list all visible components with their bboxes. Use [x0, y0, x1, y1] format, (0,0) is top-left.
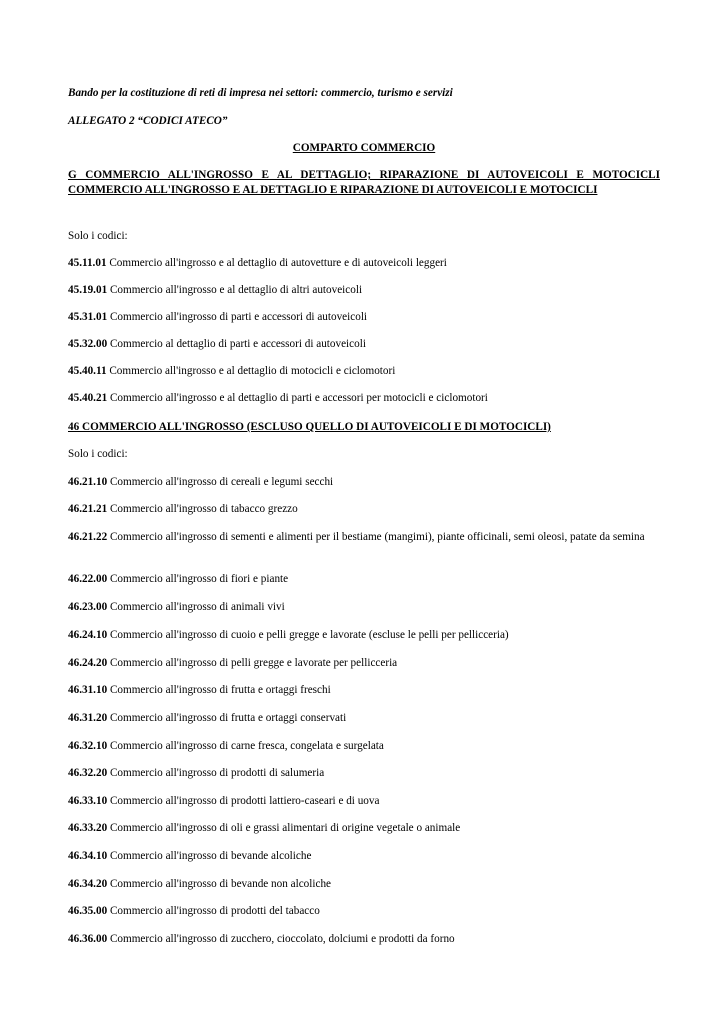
code-row: [68, 600, 660, 615]
code-description: Commercio all'ingrosso e al dettaglio di autovetture e di autoveicoli leggeri: [109, 257, 447, 269]
code-number: 46.23.00: [68, 601, 108, 613]
code-description: Commercio all'ingrosso di fiori e piante: [109, 573, 289, 585]
code-number: 45.31.01: [68, 311, 108, 323]
code-number: 46.36.00: [68, 933, 108, 945]
code-row: [68, 656, 660, 671]
code-number: 46.21.22: [68, 531, 108, 543]
code-row: [68, 310, 660, 325]
code-description: Commercio all'ingrosso di prodotti di salumeria: [109, 767, 325, 779]
code-number: 46.33.10: [68, 795, 108, 807]
code-row: [68, 683, 660, 698]
code-description: Commercio all'ingrosso di parti e accessori di autoveicoli: [109, 311, 368, 323]
code-description: Commercio all'ingrosso di cereali e legumi secchi: [109, 476, 334, 488]
code-row: [68, 794, 660, 809]
code-description: Commercio all'ingrosso di frutta e ortaggi freschi: [109, 684, 331, 696]
code-number: 46.24.20: [68, 657, 108, 669]
code-row: [68, 391, 660, 406]
code-number: 45.40.21: [68, 392, 108, 404]
code-number: 46.22.00: [68, 573, 108, 585]
code-description: Commercio al dettaglio di parti e accessori di autoveicoli: [109, 338, 366, 350]
code-number: 46.32.10: [68, 740, 108, 752]
code-number: 46.33.20: [68, 822, 108, 834]
code-row: [68, 283, 660, 298]
code-row: [68, 849, 660, 864]
code-row: [68, 502, 660, 517]
code-number: 46.21.21: [68, 503, 108, 515]
code-row: [68, 256, 660, 271]
allegato-title: ALLEGATO 2 “CODICI ATECO”: [68, 115, 228, 127]
code-number: 46.31.10: [68, 684, 108, 696]
code-description: Commercio all'ingrosso di zucchero, cioccolato, dolciumi e prodotti da forno: [109, 933, 455, 945]
code-description: Commercio all'ingrosso di cuoio e pelli gregge e lavorate (escluse le pelli per pellicceria): [109, 629, 509, 641]
code-row: [68, 530, 660, 545]
code-description: Commercio all'ingrosso di bevande alcoliche: [109, 850, 312, 862]
code-number: 45.11.01: [68, 257, 107, 269]
code-description: Commercio all'ingrosso e al dettaglio di parti e accessori per motocicli e ciclomotori: [109, 392, 488, 404]
code-number: 45.32.00: [68, 338, 108, 350]
code-description: Commercio all'ingrosso di pelli gregge e lavorate per pellicceria: [109, 657, 398, 669]
code-description: Commercio all'ingrosso di prodotti lattiero-caseari e di uova: [109, 795, 380, 807]
code-description: Commercio all'ingrosso di bevande non alcoliche: [109, 878, 331, 890]
code-row: [68, 932, 660, 947]
code-row: [68, 364, 660, 379]
code-row: [68, 475, 660, 490]
comparto-heading: COMPARTO COMMERCIO: [292, 142, 436, 154]
code-number: 46.35.00: [68, 905, 108, 917]
code-number: 46.31.20: [68, 712, 108, 724]
code-row: [68, 904, 660, 919]
code-row: [68, 628, 660, 643]
code-number: 46.21.10: [68, 476, 108, 488]
code-row: [68, 821, 660, 836]
section-46-intro: Solo i codici:: [68, 448, 128, 460]
code-row: [68, 572, 660, 587]
code-number: 46.34.20: [68, 878, 108, 890]
code-description: Commercio all'ingrosso di tabacco grezzo: [109, 503, 298, 515]
code-row: [68, 766, 660, 781]
code-row: [68, 337, 660, 352]
section-g-intro: Solo i codici:: [68, 230, 128, 242]
section-46-heading: 46 COMMERCIO ALL'INGROSSO (ESCLUSO QUELLO DI AUTOVEICOLI E DI MOTOCICLI): [68, 421, 551, 433]
code-description: Commercio all'ingrosso di frutta e ortaggi conservati: [109, 712, 347, 724]
code-description: Commercio all'ingrosso e al dettaglio di motocicli e ciclomotori: [109, 365, 396, 377]
code-description: Commercio all'ingrosso di carne fresca, congelata e surgelata: [109, 740, 384, 752]
code-number: 45.19.01: [68, 284, 108, 296]
code-row: [68, 739, 660, 754]
code-row: [68, 711, 660, 726]
code-description: Commercio all'ingrosso di oli e grassi alimentari di origine vegetale o animale: [109, 822, 461, 834]
code-description: Commercio all'ingrosso di prodotti del tabacco: [109, 905, 320, 917]
code-number: 45.40.11: [68, 365, 107, 377]
section-g-heading: G COMMERCIO ALL'INGROSSO E AL DETTAGLIO; RIPARAZIONE DI AUTOVEICOLI E MOTOCICLI COMMERCIO ALL'INGROSSO E AL DETTAGLIO E RIPARAZIONE DI AUTOVEICOLI E MOTOCICLI: [68, 169, 660, 196]
code-description: Commercio all'ingrosso di sementi e alimenti per il bestiame (mangimi), piante officinali, semi oleosi, patate da semina: [109, 531, 645, 543]
code-description: Commercio all'ingrosso di animali vivi: [109, 601, 285, 613]
code-number: 46.32.20: [68, 767, 108, 779]
bando-title: Bando per la costituzione di reti di impresa nei settori: commercio, turismo e servizi: [68, 87, 453, 99]
code-number: 46.24.10: [68, 629, 108, 641]
code-row: [68, 877, 660, 892]
code-description: Commercio all'ingrosso e al dettaglio di altri autoveicoli: [109, 284, 363, 296]
code-number: 46.34.10: [68, 850, 108, 862]
